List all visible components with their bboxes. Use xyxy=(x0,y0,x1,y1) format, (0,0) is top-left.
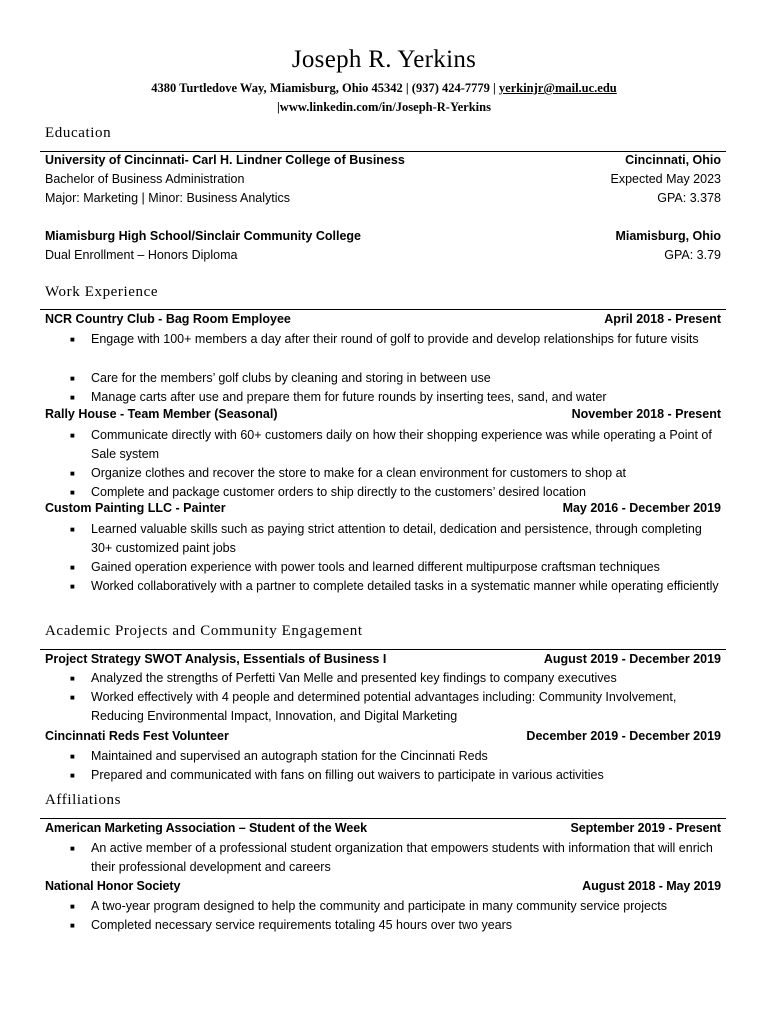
bullet-icon: ■ xyxy=(70,525,75,534)
bullet-icon: ■ xyxy=(70,693,75,702)
job-title: Custom Painting LLC - Painter xyxy=(45,501,226,515)
list-item: ■ Gained operation experience with power tools and learned different multipurpose craftsman techniques xyxy=(70,558,722,577)
section-divider xyxy=(40,649,726,650)
list-item: ■ A two-year program designed to help the community and participate in many community service projects xyxy=(70,897,722,916)
detail-left: Bachelor of Business Administration xyxy=(45,172,245,186)
bullet-icon: ■ xyxy=(70,582,75,591)
project-dates: August 2019 - December 2019 xyxy=(543,652,721,666)
affiliations-heading: Affiliations xyxy=(45,792,122,808)
bullet-icon: ■ xyxy=(70,488,75,497)
bullet-icon: ■ xyxy=(70,393,75,402)
job-row xyxy=(45,407,721,425)
job-title: Rally House - Team Member (Seasonal) xyxy=(45,407,278,421)
list-item: ■ Complete and package customer orders to ship directly to the customers’ desired location xyxy=(70,483,722,502)
school-row xyxy=(45,153,721,171)
job-title: NCR Country Club - Bag Room Employee xyxy=(45,312,291,326)
section-divider xyxy=(40,309,726,310)
list-item: ■ Worked collaboratively with a partner to complete detailed tasks in a systematic manner while operating efficiently xyxy=(70,577,722,596)
school-detail-row xyxy=(45,191,721,209)
affiliation-title: National Honor Society xyxy=(45,879,181,893)
school-name: University of Cincinnati- Carl H. Lindner College of Business xyxy=(45,153,405,167)
school-location: Cincinnati, Ohio xyxy=(625,153,721,167)
detail-right: Expected May 2023 xyxy=(610,172,721,186)
project-row xyxy=(45,652,721,670)
contact-line xyxy=(0,81,768,96)
work-heading: Work Experience xyxy=(45,284,159,300)
section-divider xyxy=(40,818,726,819)
job-row xyxy=(45,312,721,330)
school-detail-row xyxy=(45,172,721,190)
affiliation-row xyxy=(45,821,721,839)
bullet-icon: ■ xyxy=(70,902,75,911)
bullet-icon: ■ xyxy=(70,431,75,440)
detail-left: Dual Enrollment – Honors Diploma xyxy=(45,248,238,262)
linkedin-url[interactable]: |www.linkedin.com/in/Joseph-R-Yerkins xyxy=(277,100,491,114)
project-title: Project Strategy SWOT Analysis, Essentials of Business I xyxy=(45,652,387,666)
detail-right: GPA: 3.79 xyxy=(664,248,721,262)
affiliation-row xyxy=(45,879,721,897)
list-item: ■ An active member of a professional student organization that empowers students with information that will enrich their professional development and careers xyxy=(70,841,713,874)
list-item: ■ Care for the members’ golf clubs by cleaning and storing in between use xyxy=(70,369,722,388)
list-item: ■ Worked effectively with 4 people and determined potential advantages including: Community Involvement, Reducing Environmental Impact, Innovation, and Digital Marketing xyxy=(70,690,677,723)
projects-heading: Academic Projects and Community Engagement xyxy=(45,623,363,639)
detail-left: Major: Marketing | Minor: Business Analytics xyxy=(45,191,291,205)
project-row xyxy=(45,729,721,747)
school-detail-row xyxy=(45,248,721,266)
list-item: ■ Learned valuable skills such as paying strict attention to detail, dedication and persistence, through completing 30+ customized paint jobs xyxy=(70,522,702,555)
school-name: Miamisburg High School/Sinclair Community College xyxy=(45,229,362,243)
bullet-icon: ■ xyxy=(70,469,75,478)
job-row xyxy=(45,501,721,519)
bullet-icon: ■ xyxy=(70,335,75,344)
list-item: ■ Engage with 100+ members a day after their round of golf to provide and develop relationships for future visits xyxy=(70,330,722,349)
list-item: ■ Manage carts after use and prepare them for future rounds by inserting tees, sand, and water xyxy=(70,388,722,407)
list-item: ■ Prepared and communicated with fans on filling out waivers to participate in various activities xyxy=(70,766,722,785)
list-item: ■ Analyzed the strengths of Perfetti Van Melle and presented key findings to company executives xyxy=(70,669,722,688)
school-row xyxy=(45,229,721,247)
bullet-icon: ■ xyxy=(70,374,75,383)
affiliation-dates: August 2018 - May 2019 xyxy=(582,879,721,893)
job-dates: April 2018 - Present xyxy=(604,312,721,326)
list-item: ■ Maintained and supervised an autograph station for the Cincinnati Reds xyxy=(70,747,722,766)
job-dates: May 2016 - December 2019 xyxy=(562,501,721,515)
bullet-icon: ■ xyxy=(70,752,75,761)
bullet-icon: ■ xyxy=(70,674,75,683)
education-heading: Education xyxy=(45,125,112,141)
school-location: Miamisburg, Ohio xyxy=(615,229,721,243)
bullet-icon: ■ xyxy=(70,921,75,930)
project-title: Cincinnati Reds Fest Volunteer xyxy=(45,729,229,743)
project-dates: December 2019 - December 2019 xyxy=(526,729,721,743)
affiliation-title: American Marketing Association – Student of the Week xyxy=(45,821,367,835)
candidate-name: Joseph R. Yerkins xyxy=(291,46,477,73)
job-dates: November 2018 - Present xyxy=(571,407,721,421)
list-item: ■ Communicate directly with 60+ customers daily on how their shopping experience was while operating a Point of Sale system xyxy=(70,428,712,461)
bullet-icon: ■ xyxy=(70,563,75,572)
email-link[interactable]: yerkinjr@mail.uc.edu xyxy=(498,81,617,95)
section-divider xyxy=(40,151,726,152)
address-phone: 4380 Turtledove Way, Miamisburg, Ohio 45342 | (937) 424-7779 | xyxy=(151,81,499,95)
detail-right: GPA: 3.378 xyxy=(657,191,721,205)
bullet-icon: ■ xyxy=(70,844,75,853)
bullet-icon: ■ xyxy=(70,771,75,780)
list-item: ■ Completed necessary service requirements totaling 45 hours over two years xyxy=(70,916,722,935)
list-item: ■ Organize clothes and recover the store to make for a clean environment for customers to shop at xyxy=(70,464,722,483)
affiliation-dates: September 2019 - Present xyxy=(570,821,721,835)
